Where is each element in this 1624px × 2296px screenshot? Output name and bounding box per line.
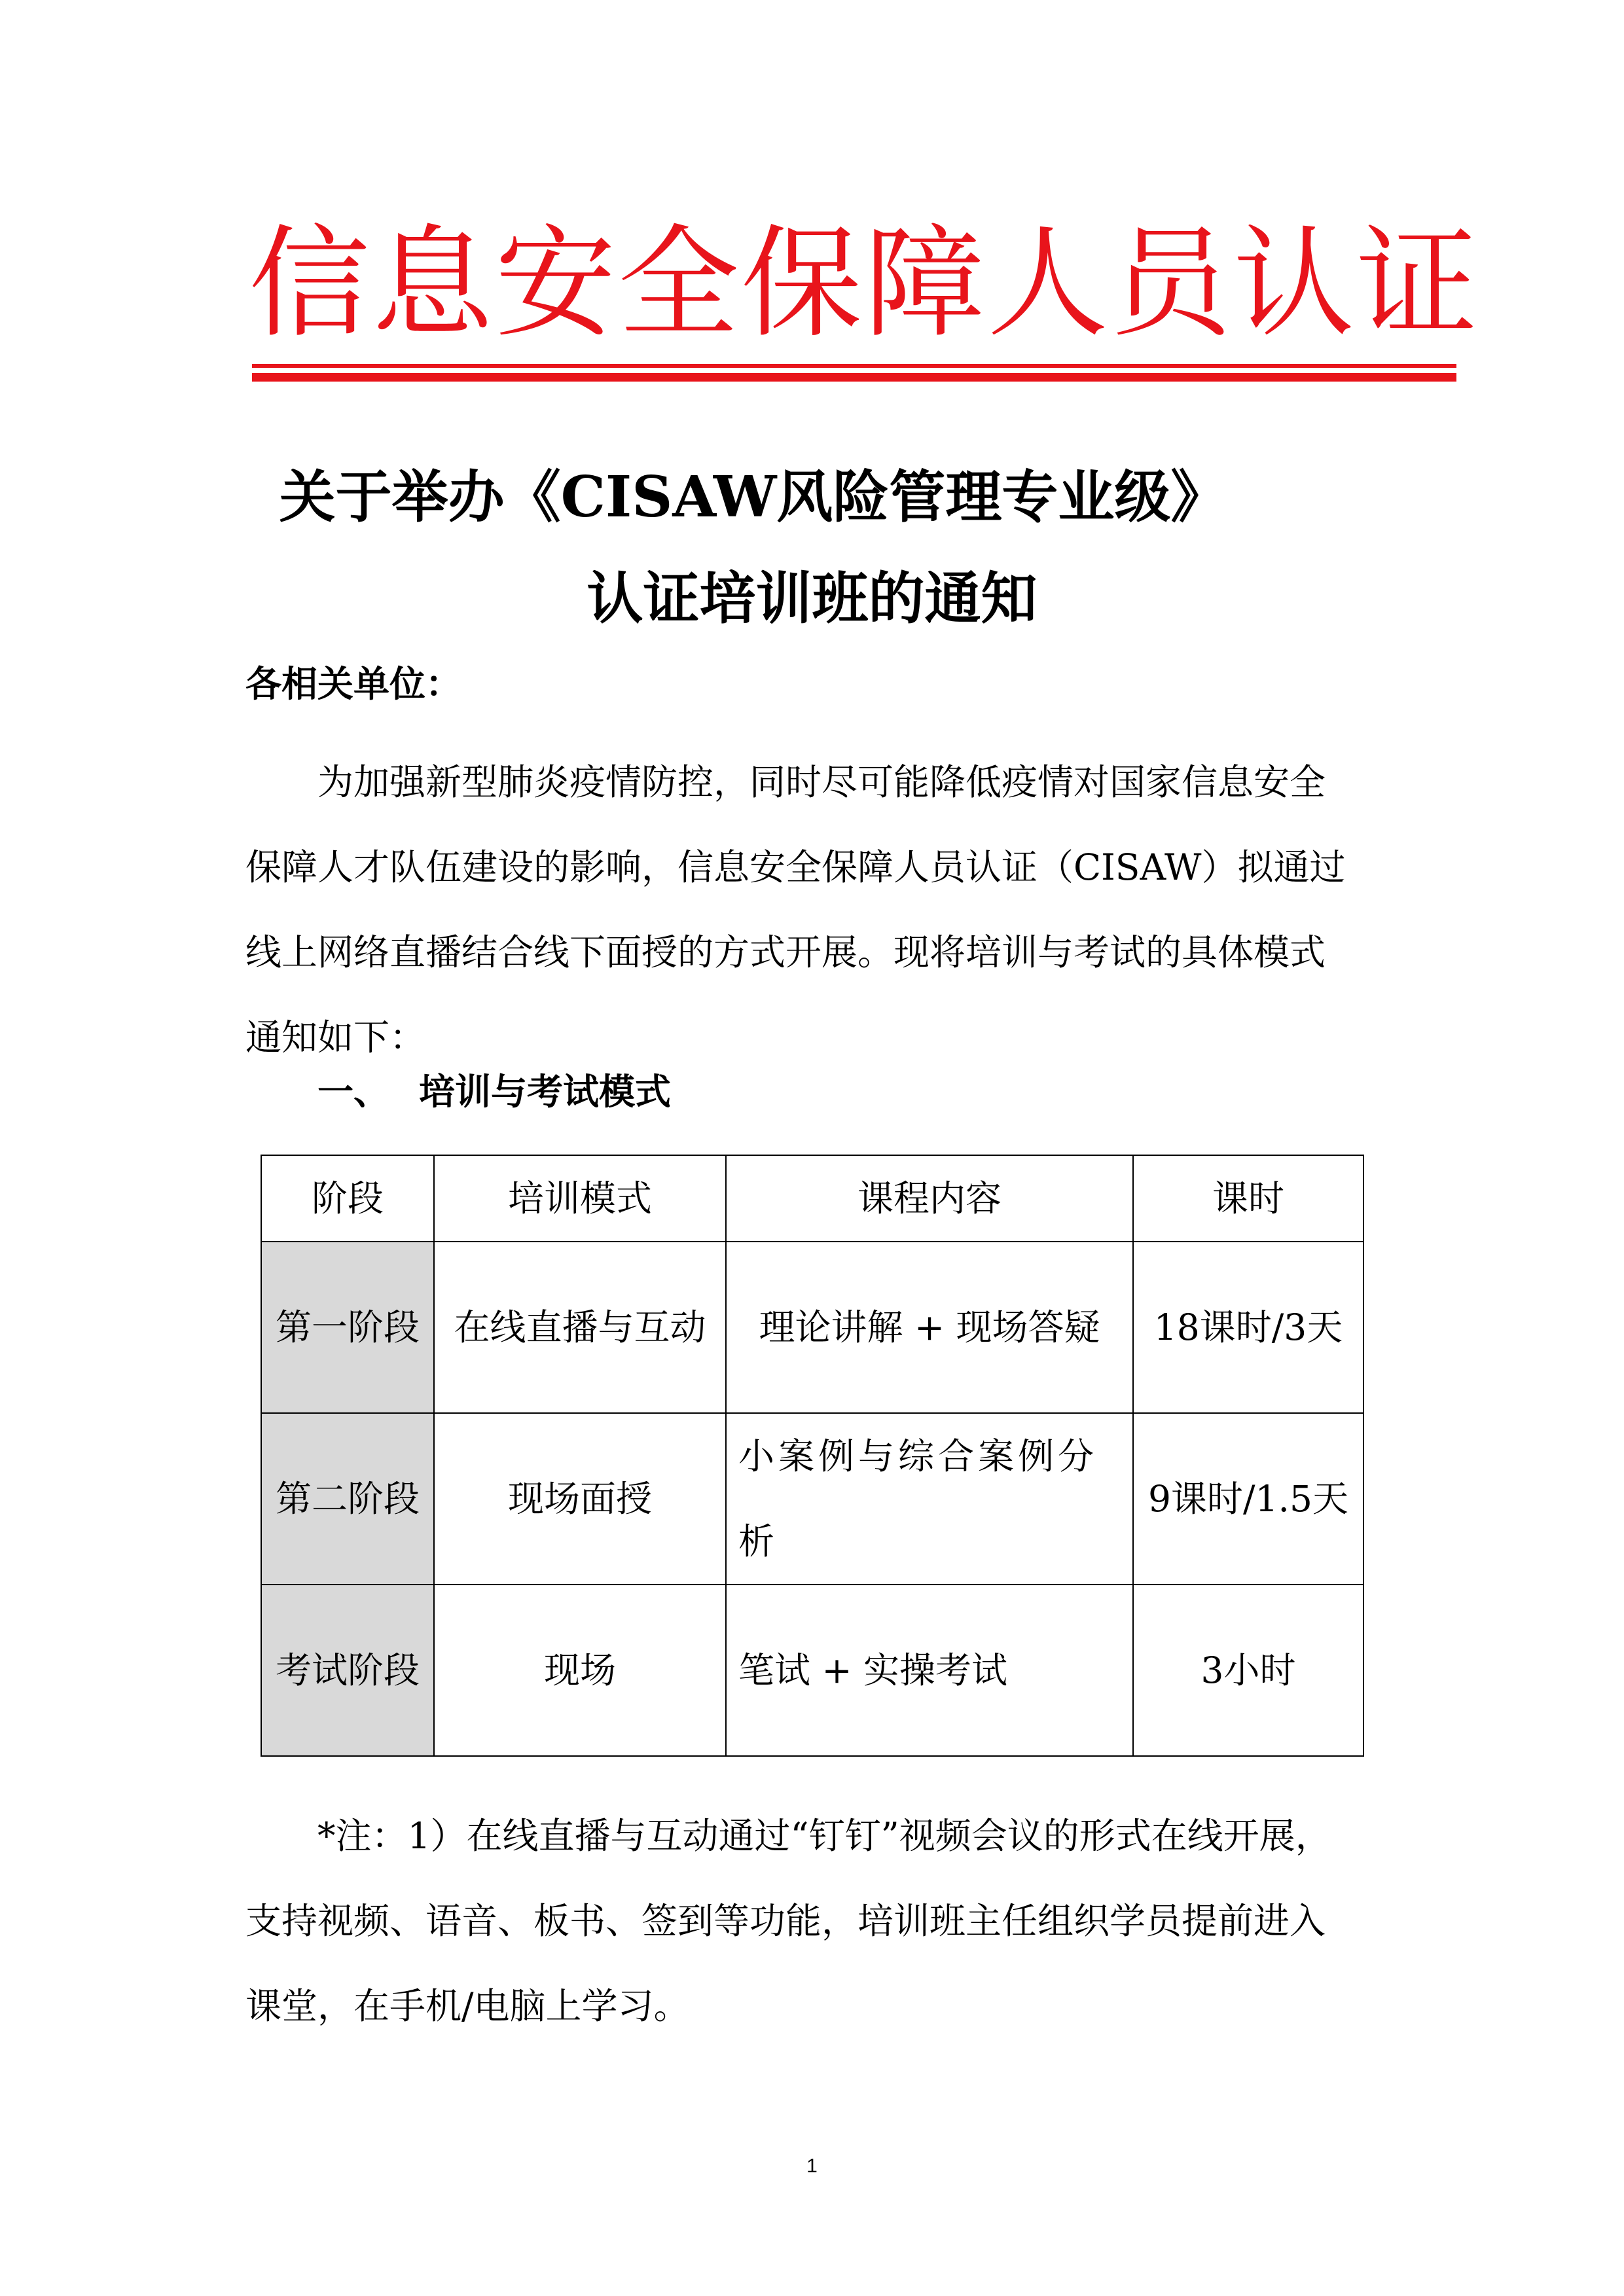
table-cell-mode: 现场 bbox=[434, 1585, 726, 1756]
table-row bbox=[261, 1413, 1363, 1585]
table-cell-stage: 考试阶段 bbox=[261, 1585, 434, 1756]
intro-line: 保障人才队伍建设的影响，信息安全保障人员认证（CISAW）拟通过 bbox=[245, 846, 1346, 888]
table-cell-content: 小案例与综合案例分析 bbox=[726, 1413, 1133, 1585]
table-cell-stage: 第一阶段 bbox=[261, 1242, 434, 1413]
masthead-title: 信息安全保障人员认证 bbox=[249, 213, 1479, 354]
section-heading bbox=[317, 1066, 671, 1118]
table-row bbox=[261, 1242, 1363, 1413]
table-cell-content: 理论讲解 + 现场答疑 bbox=[726, 1242, 1133, 1413]
section-number: 一、 bbox=[317, 1071, 390, 1113]
table-cell-hours: 3小时 bbox=[1133, 1585, 1363, 1756]
note-line: *注：1）在线直播与互动通过“钉钉”视频会议的形式在线开展， bbox=[317, 1815, 1331, 1857]
table-header-row bbox=[261, 1155, 1363, 1242]
table-cell-mode: 在线直播与互动 bbox=[434, 1242, 726, 1413]
table-cell-hours: 18课时/3天 bbox=[1133, 1242, 1363, 1413]
salutation: 各相关单位： bbox=[245, 663, 462, 705]
intro-paragraph bbox=[245, 740, 1378, 1080]
masthead-rule-thick bbox=[252, 373, 1456, 382]
table-cell-stage: 第二阶段 bbox=[261, 1413, 434, 1585]
table-header-cell: 课时 bbox=[1133, 1155, 1363, 1242]
table-header-cell: 课程内容 bbox=[726, 1155, 1133, 1242]
note-paragraph bbox=[245, 1793, 1378, 2049]
intro-line: 为加强新型肺炎疫情防控，同时尽可能降低疫情对国家信息安全 bbox=[317, 761, 1326, 803]
intro-line: 通知如下： bbox=[245, 1016, 426, 1058]
table-cell-hours: 9课时/1.5天 bbox=[1133, 1413, 1363, 1585]
document-title-line2: 认证培训班的通知 bbox=[586, 565, 1038, 632]
table-cell-mode: 现场面授 bbox=[434, 1413, 726, 1585]
table-row bbox=[261, 1585, 1363, 1756]
page-number: 1 bbox=[806, 2155, 818, 2177]
note-line: 课堂，在手机/电脑上学习。 bbox=[245, 1985, 690, 2027]
intro-line: 线上网络直播结合线下面授的方式开展。现将培训与考试的具体模式 bbox=[245, 931, 1326, 973]
schedule-table bbox=[261, 1155, 1364, 1757]
section-title: 培训与考试模式 bbox=[419, 1071, 672, 1113]
document-title-line1: 关于举办《CISAW风险管理专业级》 bbox=[279, 464, 1227, 530]
note-line: 支持视频、语音、板书、签到等功能，培训班主任组织学员提前进入 bbox=[245, 1900, 1326, 1942]
table-header-cell: 阶段 bbox=[261, 1155, 434, 1242]
table-header-cell: 培训模式 bbox=[434, 1155, 726, 1242]
table-cell-content: 笔试 + 实操考试 bbox=[726, 1585, 1133, 1756]
masthead-rule-thin bbox=[252, 364, 1456, 368]
